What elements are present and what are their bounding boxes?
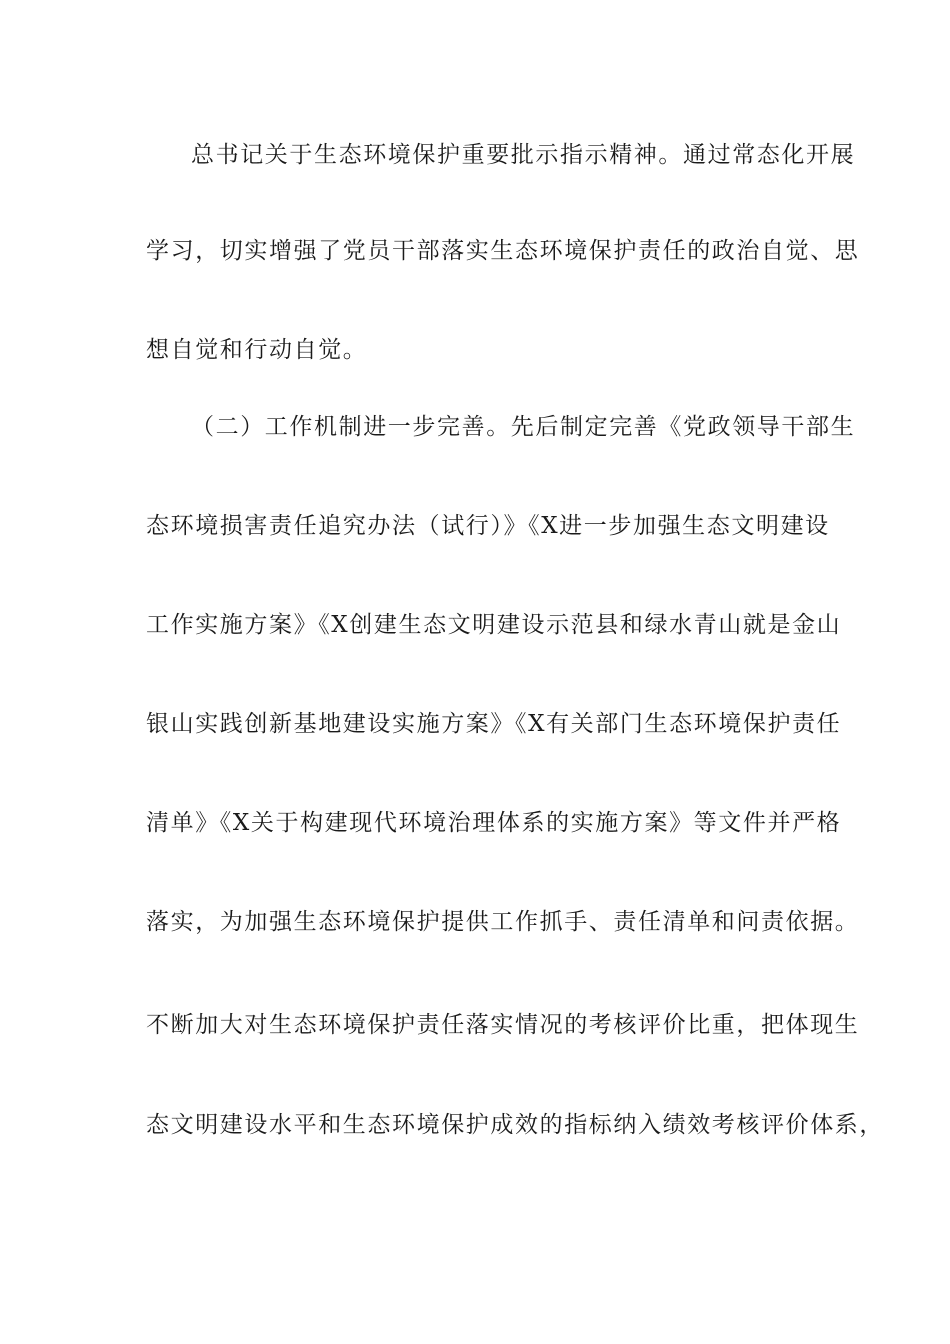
paragraph-line-9: 落实，为加强生态环境保护提供工作抓手、责任清单和问责依据。 (146, 909, 860, 935)
paragraph-line-1: 总书记关于生态环境保护重要批示指示精神。通过常态化开展 (191, 142, 856, 168)
section-heading-line: （二）工作机制进一步完善。先后制定完善《党政领导干部生 (191, 414, 856, 440)
paragraph-line-3: 想自觉和行动自觉。 (146, 337, 368, 363)
paragraph-line-10: 不断加大对生态环境保护责任落实情况的考核评价比重，把体现生 (146, 1012, 860, 1038)
paragraph-line-11: 态文明建设水平和生态环境保护成效的指标纳入绩效考核评价体系， (146, 1112, 884, 1138)
paragraph-line-7: 银山实践创新基地建设实施方案》《X有关部门生态环境保护责任 (146, 711, 842, 737)
paragraph-line-5: 态环境损害责任追究办法（试行）》《X进一步加强生态文明建设 (146, 513, 830, 539)
paragraph-line-6: 工作实施方案》《X创建生态文明建设示范县和绿水青山就是金山 (146, 612, 842, 638)
paragraph-line-2: 学习，切实增强了党员干部落实生态环境保护责任的政治自觉、思 (146, 238, 860, 264)
paragraph-line-8: 清单》《X关于构建现代环境治理体系的实施方案》等文件并严格 (146, 810, 842, 836)
